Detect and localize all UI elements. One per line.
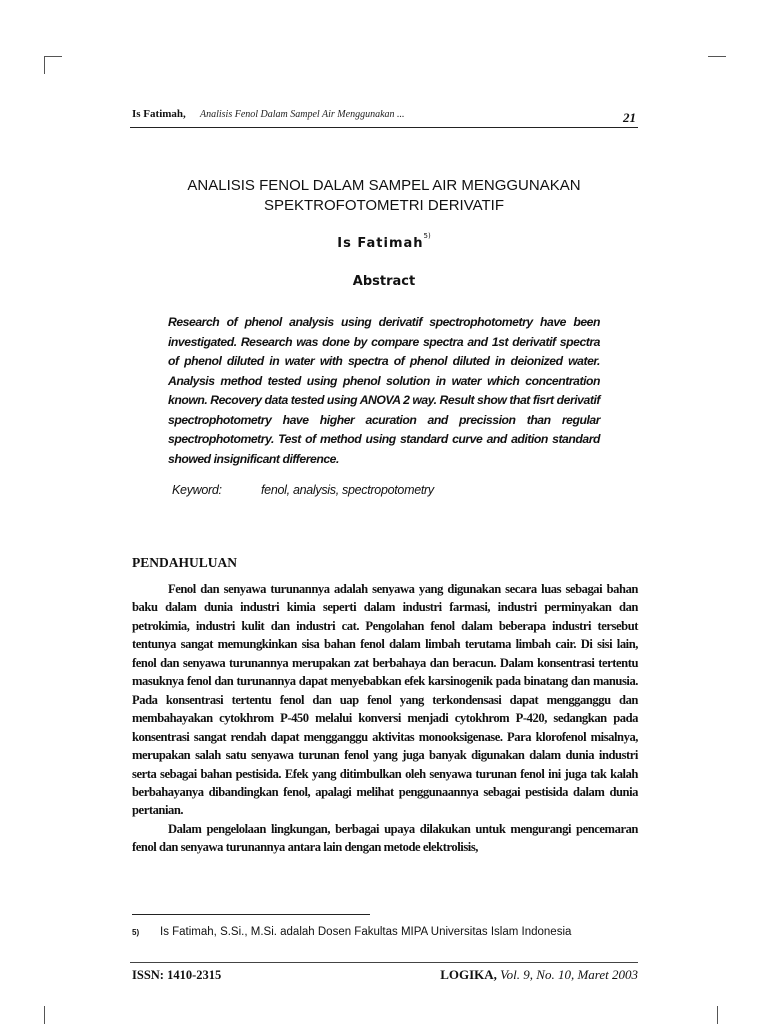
crop-mark-top-left-h xyxy=(44,56,62,57)
footer-rule xyxy=(130,962,638,963)
header-rule xyxy=(130,127,638,128)
page-number: 21 xyxy=(623,110,636,125)
crop-mark-top-right xyxy=(708,56,726,57)
crop-mark-top-left xyxy=(44,56,45,74)
abstract-text: Research of phenol analysis using derivatif spectrophotometry have been investigated. Research was done by compare spectra and 1st derivatif spectra of phenol diluted in water with spectra of phenol diluted in deionized water. Analysis method tested using phenol solution in water which concentration known. Recovery data tested using ANOVA 2 way. Result show that fisrt derivatif spectrophotometry have higher acuration and precission than regular spectrophotometry. Test of method using standard curve and adition standard showed insignificant difference. xyxy=(168,315,600,466)
paper-title-line-1: ANALISIS FENOL DALAM SAMPEL AIR MENGGUNAKAN xyxy=(187,177,581,194)
footnote-mark: 5) xyxy=(132,928,140,937)
crop-mark-bottom-left xyxy=(44,1006,45,1024)
journal-name: LOGIKA, xyxy=(440,967,497,982)
author-footnote-mark: 5) xyxy=(423,232,431,240)
running-header-title: Analisis Fenol Dalam Sampel Air Menggunakan ... xyxy=(200,109,405,120)
footnote-rule xyxy=(132,914,370,915)
section-body xyxy=(132,580,638,857)
abstract-heading: Abstract xyxy=(352,274,416,289)
keyword-list: fenol, analysis, spectropotometry xyxy=(261,483,434,497)
section-heading: PENDAHULUAN xyxy=(132,555,238,570)
author-name: Is Fatimah xyxy=(337,236,424,251)
paper-title-line-2: SPEKTROFOTOMETRI DERIVATIF xyxy=(263,197,504,214)
body-paragraph-1: Fenol dan senyawa turunannya adalah senyawa yang digunakan secara luas sebagai bahan baku dalam dunia industri kimia seperti dalam industri farmasi, industri perminyakan dan petrokimia, industri kulit dan industri cat. Pengolahan fenol dalam beberapa industri tersebut tentunya sangat memungkinkan sisa bahan fenol dalam limbah terutama limbah cair. Di sisi lain, fenol dan senyawa turunannya merupakan zat berbahaya dan beracun. Dalam konsentrasi tertentu masuknya fenol dan turunannya dapat menyebabkan efek karsinogenik pada binatang dan manusia. Pada konsentrasi tertentu fenol dan uap fenol yang terkondensasi dapat mengganggu dan membahayakan cytokhrom P-450 melalui konversi menjadi cytokhrom P-420, sedangkan pada konsentrasi sangat rendah dapat mengganggu aktivitas monooksigenase. Para klorofenol misalnya, merupakan salah satu senyawa turunan fenol yang juga banyak digunakan dalam dunia industri serta sebagai bahan pestisida. Efek yang ditimbulkan oleh senyawa turunan fenol ini juga tak kalah berbahayanya dibandingkan fenol, apalagi melihat penggunaannya sebagai pestisida dalam dunia pertanian. xyxy=(132,582,638,818)
issn: ISSN: 1410-2315 xyxy=(132,968,222,982)
journal-volume: Vol. 9, No. 10, Maret 2003 xyxy=(500,967,638,982)
paper-author xyxy=(100,232,668,251)
crop-mark-bottom-right xyxy=(717,1006,718,1024)
running-header-author: Is Fatimah, xyxy=(132,108,186,120)
body-paragraph-2: Dalam pengelolaan lingkungan, berbagai upaya dilakukan untuk mengurangi pencemaran fenol dan senyawa turunannya antara lain dengan metode elektrolisis, xyxy=(132,821,638,855)
paper-title xyxy=(100,176,668,216)
keyword-label: Keyword: xyxy=(172,483,222,497)
journal-citation xyxy=(440,967,638,983)
footnote-text: Is Fatimah, S.Si., M.Si. adalah Dosen Fakultas MIPA Universitas Islam Indonesia xyxy=(160,926,572,938)
